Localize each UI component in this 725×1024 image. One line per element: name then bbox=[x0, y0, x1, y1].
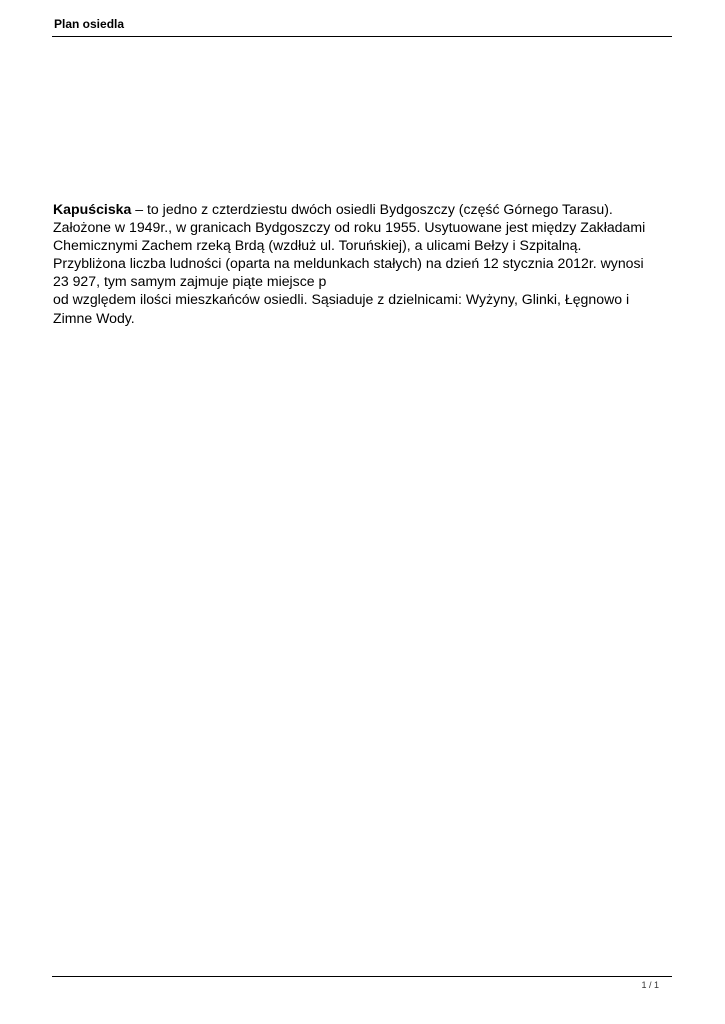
article-line-1-text: – to jedno z czterdziestu dwóch osiedli Bydgoszczy (część Górnego Tarasu). bbox=[131, 201, 613, 217]
article-body bbox=[53, 200, 678, 327]
article-line bbox=[53, 200, 678, 218]
footer-divider bbox=[52, 976, 672, 977]
page-header bbox=[52, 14, 672, 37]
article-term: Kapuściska bbox=[53, 201, 132, 217]
article-line-3: Chemicznymi Zachem rzeką Brdą (wzdłuż ul. Toruńskiej), a ulicami Bełzy i Szpitalną. bbox=[53, 237, 582, 254]
article-line-5: 23 927, tym samym zajmuje piąte miejsce p bbox=[53, 273, 327, 290]
article-line-6: od względem ilości mieszkańców osiedli. Sąsiaduje z dzielnicami: Wyżyny, Glinki, Łęgnowo i bbox=[53, 291, 630, 308]
article-line-7: Zimne Wody. bbox=[53, 309, 135, 326]
page-number: 1 / 1 bbox=[641, 980, 659, 990]
header-title: Plan osiedla bbox=[54, 17, 125, 31]
article-line-4: Przybliżona liczba ludności (oparta na meldunkach stałych) na dzień 12 stycznia 2012r. wynosi bbox=[53, 255, 644, 272]
article-line-2: Założone w 1949r., w granicach Bydgoszczy od roku 1955. Usytuowane jest między Zakładami bbox=[53, 219, 646, 236]
